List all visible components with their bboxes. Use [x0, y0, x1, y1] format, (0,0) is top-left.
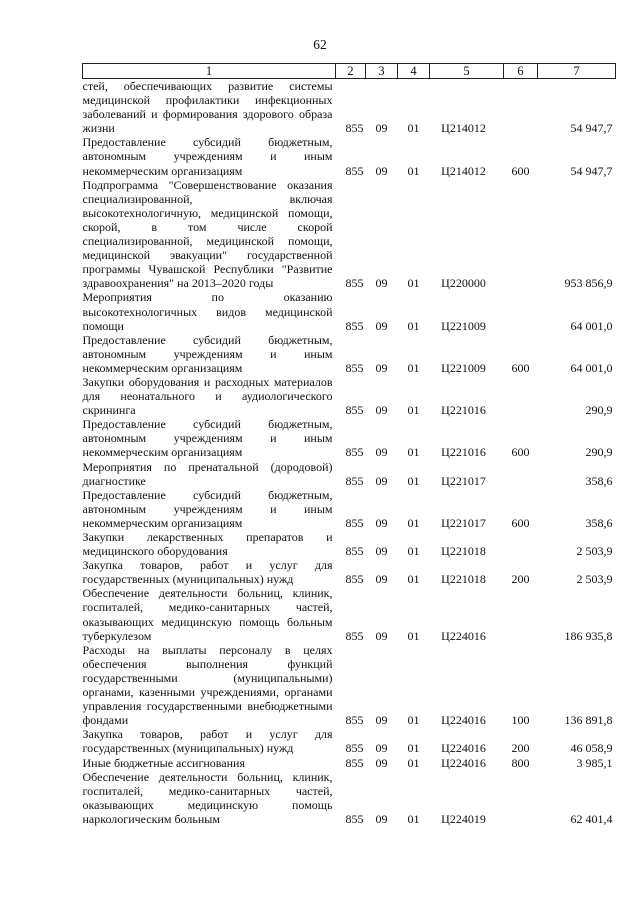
expense-type-code: 600: [511, 445, 530, 460]
table-row: [83, 770, 616, 826]
subsection-code: 01: [407, 572, 420, 587]
header-col-3: 3: [366, 64, 398, 79]
subsection-code: 01: [407, 276, 420, 291]
row-name: Предоставление субсидий бюджетным, автономным учреждениям и иным некоммерческим организациям: [82, 487, 333, 530]
amount: 62 401,4: [570, 811, 613, 826]
subsection-code: 01: [407, 544, 420, 559]
table-header: [83, 64, 616, 79]
row-name: Закупки оборудования и расходных материалов для неонатального и аудиологического скрининга: [82, 374, 333, 418]
header-col-5: 5: [430, 64, 504, 79]
subsection-code: 01: [407, 360, 420, 375]
ministry-code: 855: [345, 713, 364, 728]
expense-type-code: 200: [511, 741, 530, 756]
row-name: Предоставление субсидий бюджетным, автономным учреждениям и иным некоммерческим организациям: [82, 135, 333, 178]
table-row: [83, 333, 616, 375]
amount: 46 058,9: [570, 741, 613, 756]
amount: 54 947,7: [570, 163, 613, 178]
row-name: Подпрограмма "Совершенствование оказания специализированной, включая высокотехнологичную, медицинской помощи, скорой, в том числе скорой специализированной, медицинской помощи, медицинской эвакуации" государственной программы Чувашской Республики "Развитие здравоохранения" на 2013–2020 годы: [82, 177, 333, 291]
ministry-code: 855: [345, 515, 364, 530]
row-name: стей, обеспечивающих развитие системы медицинской профилактики инфекционных заболеваний и формирования здорового образа жизни: [82, 79, 333, 136]
subsection-code: 01: [407, 473, 420, 488]
header-col-4: 4: [398, 64, 430, 79]
ministry-code: 855: [345, 473, 364, 488]
section-code: 09: [375, 544, 388, 559]
amount: 358,6: [585, 473, 613, 488]
ministry-code: 855: [345, 318, 364, 333]
expense-type-code: [504, 79, 538, 136]
target-article-code: Ц221018: [441, 544, 486, 559]
ministry-code: 855: [345, 403, 364, 418]
header-col-1: 1: [83, 64, 336, 79]
ministry-code: 855: [345, 628, 364, 643]
header-col-7: 7: [538, 64, 616, 79]
row-name: Расходы на выплаты персоналу в целях обеспечения выполнения функций государственными (муниципальными) органами, казенными учреждениями, органами управления государственными внебюджетными фондами: [82, 642, 333, 728]
table-row: [83, 290, 616, 332]
target-article-code: Ц214012: [441, 121, 486, 136]
ministry-code: 855: [345, 811, 364, 826]
target-article-code: Ц221009: [441, 318, 486, 333]
section-code: 09: [375, 473, 388, 488]
target-article-code: Ц221018: [441, 572, 486, 587]
section-code: 09: [375, 318, 388, 333]
table-row: [83, 460, 616, 488]
row-name: Закупка товаров, работ и услуг для государственных (муниципальных) нужд: [82, 558, 333, 587]
table-row: [83, 530, 616, 558]
expense-type-code: 200: [511, 572, 530, 587]
section-code: 09: [375, 811, 388, 826]
target-article-code: Ц224016: [441, 741, 486, 756]
page-number: 62: [313, 37, 327, 52]
table-row: [83, 375, 616, 417]
expense-type-code: 800: [511, 755, 530, 770]
ministry-code: 855: [345, 360, 364, 375]
header-col-2: 2: [336, 64, 366, 79]
subsection-code: 01: [407, 811, 420, 826]
amount: 290,9: [585, 403, 613, 418]
amount: 2 503,9: [576, 572, 613, 587]
target-article-code: Ц214012: [441, 163, 486, 178]
table-row: [83, 417, 616, 459]
ministry-code: 855: [345, 755, 364, 770]
row-name: Обеспечение деятельности больниц, клиник, госпиталей, медико-санитарных частей, оказывающих медицинскую помощь наркологическим больным: [82, 769, 333, 826]
table-row: [83, 178, 616, 291]
subsection-code: 01: [407, 318, 420, 333]
amount: 64 001,0: [570, 360, 613, 375]
amount: 136 891,8: [564, 713, 613, 728]
subsection-code: 01: [407, 755, 420, 770]
table-body: [83, 79, 616, 826]
expense-type-code: 600: [511, 515, 530, 530]
row-name: Предоставление субсидий бюджетным, автономным учреждениям и иным некоммерческим организациям: [82, 332, 333, 375]
expense-type-code: [504, 586, 538, 642]
amount: 290,9: [585, 445, 613, 460]
budget-table: [82, 63, 616, 826]
target-article-code: Ц220000: [441, 276, 486, 291]
amount: 953 856,9: [564, 276, 613, 291]
target-article-code: Ц224016: [441, 755, 486, 770]
section-code: 09: [375, 628, 388, 643]
section-code: 09: [375, 445, 388, 460]
expense-type-code: 100: [511, 713, 530, 728]
section-code: 09: [375, 713, 388, 728]
table-row: [83, 586, 616, 642]
row-name: Иные бюджетные ассигнования: [82, 755, 245, 770]
header-row: [83, 64, 616, 79]
subsection-code: 01: [407, 741, 420, 756]
expense-type-code: [504, 530, 538, 558]
section-code: 09: [375, 403, 388, 418]
section-code: 09: [375, 276, 388, 291]
subsection-code: 01: [407, 628, 420, 643]
table-row: [83, 727, 616, 755]
amount: 64 001,0: [570, 318, 613, 333]
subsection-code: 01: [407, 445, 420, 460]
ministry-code: 855: [345, 741, 364, 756]
row-name: Мероприятия по оказанию высокотехнологичных видов медицинской помощи: [82, 290, 333, 333]
target-article-code: Ц224016: [441, 628, 486, 643]
ministry-code: 855: [345, 572, 364, 587]
ministry-code: 855: [345, 445, 364, 460]
table-row: [83, 135, 616, 177]
subsection-code: 01: [407, 121, 420, 136]
expense-type-code: [504, 375, 538, 417]
amount: 54 947,7: [570, 121, 613, 136]
expense-type-code: 600: [511, 163, 530, 178]
section-code: 09: [375, 755, 388, 770]
subsection-code: 01: [407, 713, 420, 728]
ministry-code: 855: [345, 121, 364, 136]
target-article-code: Ц221009: [441, 360, 486, 375]
target-article-code: Ц224019: [441, 811, 486, 826]
ministry-code: 855: [345, 163, 364, 178]
expense-type-code: 600: [511, 360, 530, 375]
target-article-code: Ц221016: [441, 445, 486, 460]
row-name: Закупки лекарственных препаратов и медицинского оборудования: [82, 530, 333, 559]
target-article-code: Ц221017: [441, 473, 486, 488]
amount: 186 935,8: [564, 628, 613, 643]
table-row: [83, 488, 616, 530]
row-name: Предоставление субсидий бюджетным, автономным учреждениям и иным некоммерческим организациям: [82, 417, 333, 460]
subsection-code: 01: [407, 163, 420, 178]
ministry-code: 855: [345, 544, 364, 559]
target-article-code: Ц221017: [441, 515, 486, 530]
target-article-code: Ц224016: [441, 713, 486, 728]
target-article-code: Ц221016: [441, 403, 486, 418]
amount: 3 985,1: [576, 755, 613, 770]
table-row: [83, 558, 616, 586]
section-code: 09: [375, 741, 388, 756]
subsection-code: 01: [407, 403, 420, 418]
expense-type-code: [504, 460, 538, 488]
amount: 358,6: [585, 515, 613, 530]
row-name: Обеспечение деятельности больниц, клиник, госпиталей, медико-санитарных частей, оказывающих медицинскую помощь больным туберкулезом: [82, 586, 333, 643]
ministry-code: 855: [345, 276, 364, 291]
expense-type-code: [504, 290, 538, 332]
table-row: [83, 643, 616, 728]
section-code: 09: [375, 572, 388, 587]
table-row: [83, 79, 616, 136]
row-name: Закупка товаров, работ и услуг для государственных (муниципальных) нужд: [82, 727, 333, 756]
section-code: 09: [375, 360, 388, 375]
amount: 2 503,9: [576, 544, 613, 559]
header-col-6: 6: [504, 64, 538, 79]
section-code: 09: [375, 515, 388, 530]
row-name: Мероприятия по пренатальной (дородовой) диагностике: [82, 459, 333, 488]
section-code: 09: [375, 163, 388, 178]
subsection-code: 01: [407, 515, 420, 530]
expense-type-code: [504, 178, 538, 291]
expense-type-code: [504, 770, 538, 826]
table-row: [83, 756, 616, 770]
section-code: 09: [375, 121, 388, 136]
